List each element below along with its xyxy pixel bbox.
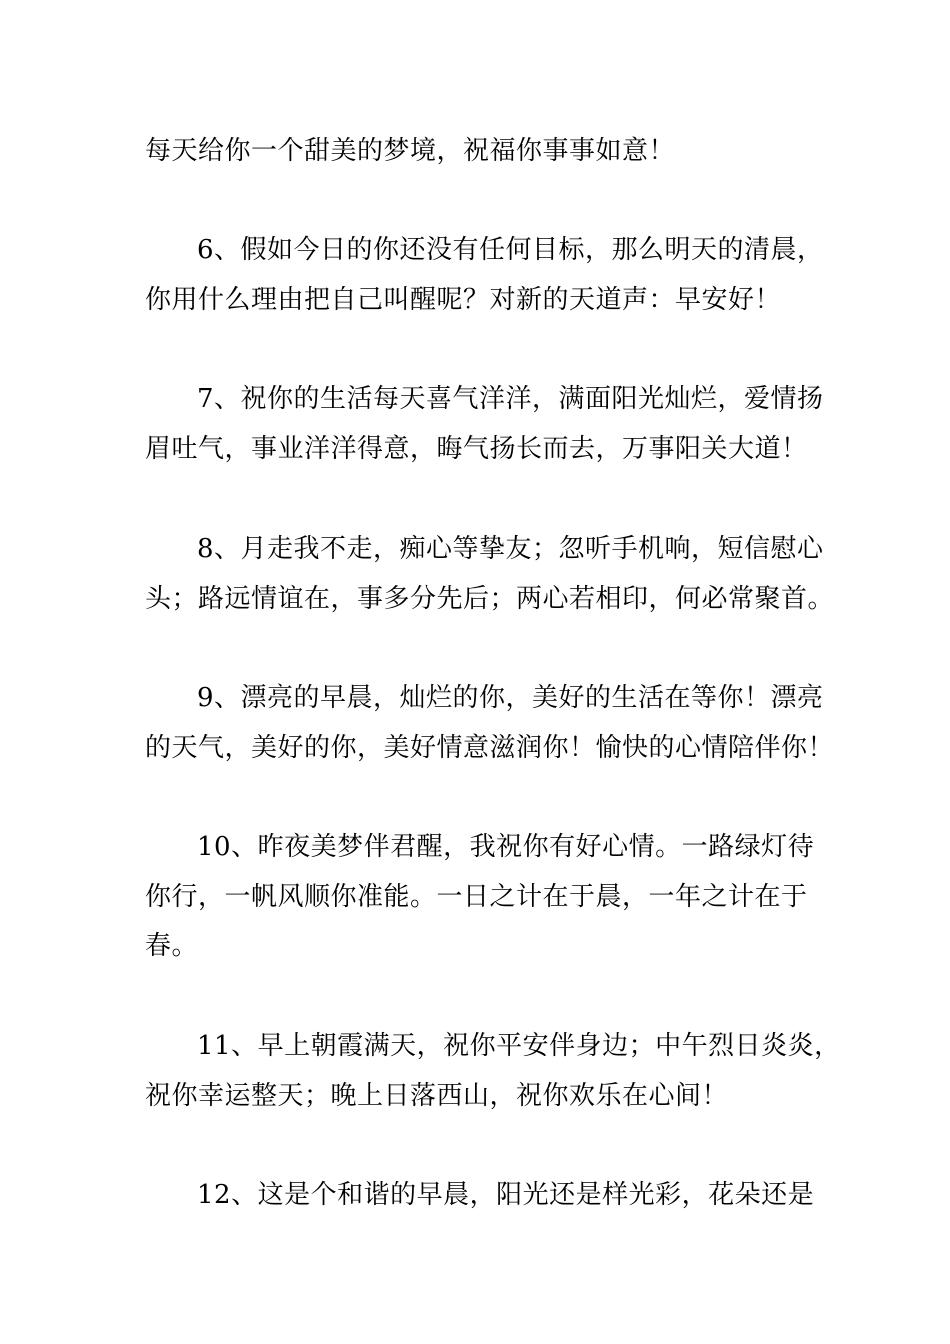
paragraph-line: 8、月走我不走，痴心等挚友；忽听手机响，短信慰心 xyxy=(197,534,824,564)
paragraph-line: 的天气，美好的你，美好情意滋润你！愉快的心情陪伴你！ xyxy=(145,733,835,763)
paragraph-line: 每天给你一个甜美的梦境，祝福你事事如意！ xyxy=(145,136,676,166)
paragraph-line: 10、昨夜美梦伴君醒，我祝你有好心情。一路绿灯待 xyxy=(197,832,815,862)
paragraph-line: 春。 xyxy=(145,931,199,961)
paragraph-line: 6、假如今日的你还没有任何目标，那么明天的清晨， xyxy=(197,235,824,265)
paragraph-line: 头；路远情谊在，事多分先后；两心若相印，何必常聚首。 xyxy=(145,584,835,614)
paragraph-line: 眉吐气，事业洋洋得意，晦气扬长而去，万事阳关大道！ xyxy=(145,434,808,464)
paragraph-line: 你用什么理由把自己叫醒呢？对新的天道声：早安好！ xyxy=(145,285,782,315)
paragraph-line: 9、漂亮的早晨，灿烂的你，美好的生活在等你！漂亮 xyxy=(197,683,824,713)
paragraph-line: 7、祝你的生活每天喜气洋洋，满面阳光灿烂，爱情扬 xyxy=(197,384,824,414)
paragraph-line: 你行，一帆风顺你准能。一日之计在于晨，一年之计在于 xyxy=(145,882,808,912)
paragraph-line: 12、这是个和谐的早晨，阳光还是样光彩，花朵还是 xyxy=(197,1180,815,1210)
paragraph-line: 祝你幸运整天；晚上日落西山，祝你欢乐在心间！ xyxy=(145,1081,729,1111)
paragraph-line: 11、早上朝霞满天，祝你平安伴身边；中午烈日炎炎， xyxy=(197,1031,841,1061)
